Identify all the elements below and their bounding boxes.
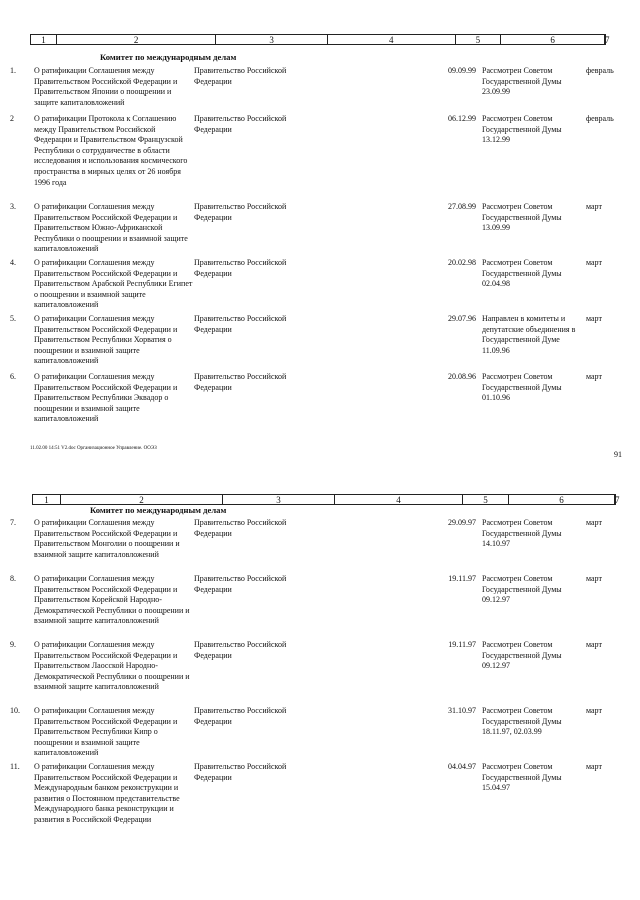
- table-row: [0, 66, 640, 114]
- column-header: 5: [463, 495, 509, 504]
- row-number: 2: [10, 114, 14, 123]
- column-header: 2: [57, 35, 216, 44]
- planned-month: март: [586, 372, 602, 381]
- row-number: 9.: [10, 640, 16, 649]
- footer-note: 11.02.00 14:51 V2.doc Организационное Управление. ООЭЗ: [30, 446, 157, 451]
- empty-cell: [306, 258, 434, 314]
- initiator: Правительство Российской Федерации: [194, 66, 287, 86]
- planned-month: февраль: [586, 114, 614, 123]
- initiator: Правительство Российской Федерации: [194, 518, 287, 538]
- empty-cell: [306, 574, 434, 640]
- empty-cell: [306, 762, 434, 848]
- empty-cell: [306, 372, 434, 422]
- table-row: [0, 640, 640, 706]
- planned-month: март: [586, 258, 602, 267]
- column-header: 3: [223, 495, 335, 504]
- document-page-2: [0, 488, 640, 900]
- status-text: Рассмотрен Советом Государственной Думы 01.10.96: [482, 372, 562, 403]
- column-header: 3: [216, 35, 328, 44]
- rows-page-2: [0, 518, 640, 848]
- initiator: Правительство Российской Федерации: [194, 314, 287, 334]
- column-header: 1: [33, 495, 61, 504]
- bill-title: О ратификации Соглашения между Правительством Российской Федерации и Правительством Монголии о поощрении и взаимной защите капиталовложений: [34, 518, 180, 559]
- row-number: 10.: [10, 706, 20, 715]
- bill-title: О ратификации Соглашения между Правительством Российской Федерации и Правительством Арабской Республики Египет о поощрении и взаимной защите капиталовложений: [34, 258, 193, 310]
- initiator: Правительство Российской Федерации: [194, 574, 287, 594]
- empty-cell: [306, 314, 434, 372]
- planned-month: март: [586, 518, 602, 527]
- initiator: Правительство Российской Федерации: [194, 114, 287, 134]
- status-text: Рассмотрен Советом Государственной Думы 23.09.99: [482, 66, 562, 97]
- column-header: 6: [509, 495, 615, 504]
- committee-heading: Комитет по международным делам: [90, 505, 227, 515]
- column-header: 4: [335, 495, 463, 504]
- table-row: [0, 372, 640, 422]
- empty-cell: [306, 66, 434, 114]
- empty-cell: [306, 202, 434, 258]
- page-number: 91: [614, 450, 622, 459]
- status-text: Рассмотрен Советом Государственной Думы 09.12.97: [482, 640, 562, 671]
- submission-date: 29.07.96: [448, 314, 476, 323]
- empty-cell: [306, 518, 434, 574]
- table-row: [0, 114, 640, 202]
- column-header: 6: [501, 35, 605, 44]
- bill-title: О ратификации Протокола к Соглашению между Правительством Российской Федерации и Правительством Французской Республики о сотрудничестве в области исследования и использования космического пространства в мирных целях от 26 ноября 1996 года: [34, 114, 188, 187]
- planned-month: март: [586, 706, 602, 715]
- row-number: 5.: [10, 314, 16, 323]
- column-header: 5: [456, 35, 502, 44]
- row-number: 1.: [10, 66, 16, 75]
- status-text: Рассмотрен Советом Государственной Думы 18.11.97, 02.03.99: [482, 706, 562, 737]
- table-row: [0, 574, 640, 640]
- table-row: [0, 518, 640, 574]
- committee-heading: Комитет по международным делам: [100, 52, 237, 62]
- initiator: Правительство Российской Федерации: [194, 372, 287, 392]
- status-text: Рассмотрен Советом Государственной Думы 15.04.97: [482, 762, 562, 793]
- empty-cell: [306, 706, 434, 762]
- row-number: 6.: [10, 372, 16, 381]
- status-text: Рассмотрен Советом Государственной Думы 14.10.97: [482, 518, 562, 549]
- row-number: 8.: [10, 574, 16, 583]
- row-number: 7.: [10, 518, 16, 527]
- planned-month: март: [586, 574, 602, 583]
- empty-cell: [306, 640, 434, 706]
- row-number: 11.: [10, 762, 20, 771]
- planned-month: март: [586, 202, 602, 211]
- bill-title: О ратификации Соглашения между Правительством Российской Федерации и Международным банком реконструкции и развития о Постоянном представительстве Международного банка реконструкции и развития в Российской Федерации: [34, 762, 180, 824]
- bill-title: О ратификации Соглашения между Правительством Российской Федерации и Правительством Республики Кипр о поощрении и взаимной защите капиталовложений: [34, 706, 178, 758]
- submission-date: 20.02.98: [448, 258, 476, 267]
- bill-title: О ратификации Соглашения между Правительством Российской Федерации и Правительством Корейской Народно-Демократической Республики о поощрении и взаимной защите капиталовложений: [34, 574, 190, 626]
- table-row: [0, 314, 640, 372]
- table-row: [0, 202, 640, 258]
- planned-month: март: [586, 640, 602, 649]
- bill-title: О ратификации Соглашения между Правительством Российской Федерации и Правительством Лаосской Народно-Демократической Республики о поощрении и взаимной защите капиталовложений: [34, 640, 190, 692]
- column-header: 4: [328, 35, 456, 44]
- submission-date: 20.08.96: [448, 372, 476, 381]
- column-header-row: 1 2 3 4 5 6 7: [30, 34, 606, 45]
- table-row: [0, 762, 640, 848]
- submission-date: 09.09.99: [448, 66, 476, 75]
- column-header: 2: [61, 495, 223, 504]
- rows-page-1: [0, 66, 640, 422]
- status-text: Направлен в комитеты и депутатские объединения в Государственной Думе 11.09.96: [482, 314, 576, 355]
- submission-date: 19.11.97: [448, 640, 476, 649]
- bill-title: О ратификации Соглашения между Правительством Российской Федерации и Правительством Японии о поощрении и защите капиталовложений: [34, 66, 178, 107]
- initiator: Правительство Российской Федерации: [194, 706, 287, 726]
- table-row: [0, 706, 640, 762]
- status-text: Рассмотрен Советом Государственной Думы 09.12.97: [482, 574, 562, 605]
- bill-title: О ратификации Соглашения между Правительством Российской Федерации и Правительством Республики Эквадор о поощрении и взаимной защите капиталовложений: [34, 372, 178, 424]
- row-number: 4.: [10, 258, 16, 267]
- submission-date: 19.11.97: [448, 574, 476, 583]
- planned-month: февраль: [586, 66, 614, 75]
- submission-date: 04.04.97: [448, 762, 476, 771]
- initiator: Правительство Российской Федерации: [194, 762, 287, 782]
- column-header: 1: [31, 35, 57, 44]
- submission-date: 27.08.99: [448, 202, 476, 211]
- status-text: Рассмотрен Советом Государственной Думы 13.12.99: [482, 114, 562, 145]
- planned-month: март: [586, 314, 602, 323]
- initiator: Правительство Российской Федерации: [194, 640, 287, 660]
- submission-date: 29.09.97: [448, 518, 476, 527]
- initiator: Правительство Российской Федерации: [194, 258, 287, 278]
- bill-title: О ратификации Соглашения между Правительством Российской Федерации и Правительством Республики Хорватия о поощрении и взаимной защите капиталовложений: [34, 314, 178, 366]
- status-text: Рассмотрен Советом Государственной Думы 02.04.98: [482, 258, 562, 289]
- bill-title: О ратификации Соглашения между Правительством Российской Федерации и Правительством Южно-Африканской Республики о поощрении и взаимной защите капиталовложений: [34, 202, 188, 254]
- status-text: Рассмотрен Советом Государственной Думы 13.09.99: [482, 202, 562, 233]
- table-row: [0, 258, 640, 314]
- row-number: 3.: [10, 202, 16, 211]
- initiator: Правительство Российской Федерации: [194, 202, 287, 222]
- submission-date: 06.12.99: [448, 114, 476, 123]
- empty-cell: [306, 114, 434, 202]
- submission-date: 31.10.97: [448, 706, 476, 715]
- planned-month: март: [586, 762, 602, 771]
- column-header-row: 1 2 3 4 5 6 7: [32, 494, 616, 505]
